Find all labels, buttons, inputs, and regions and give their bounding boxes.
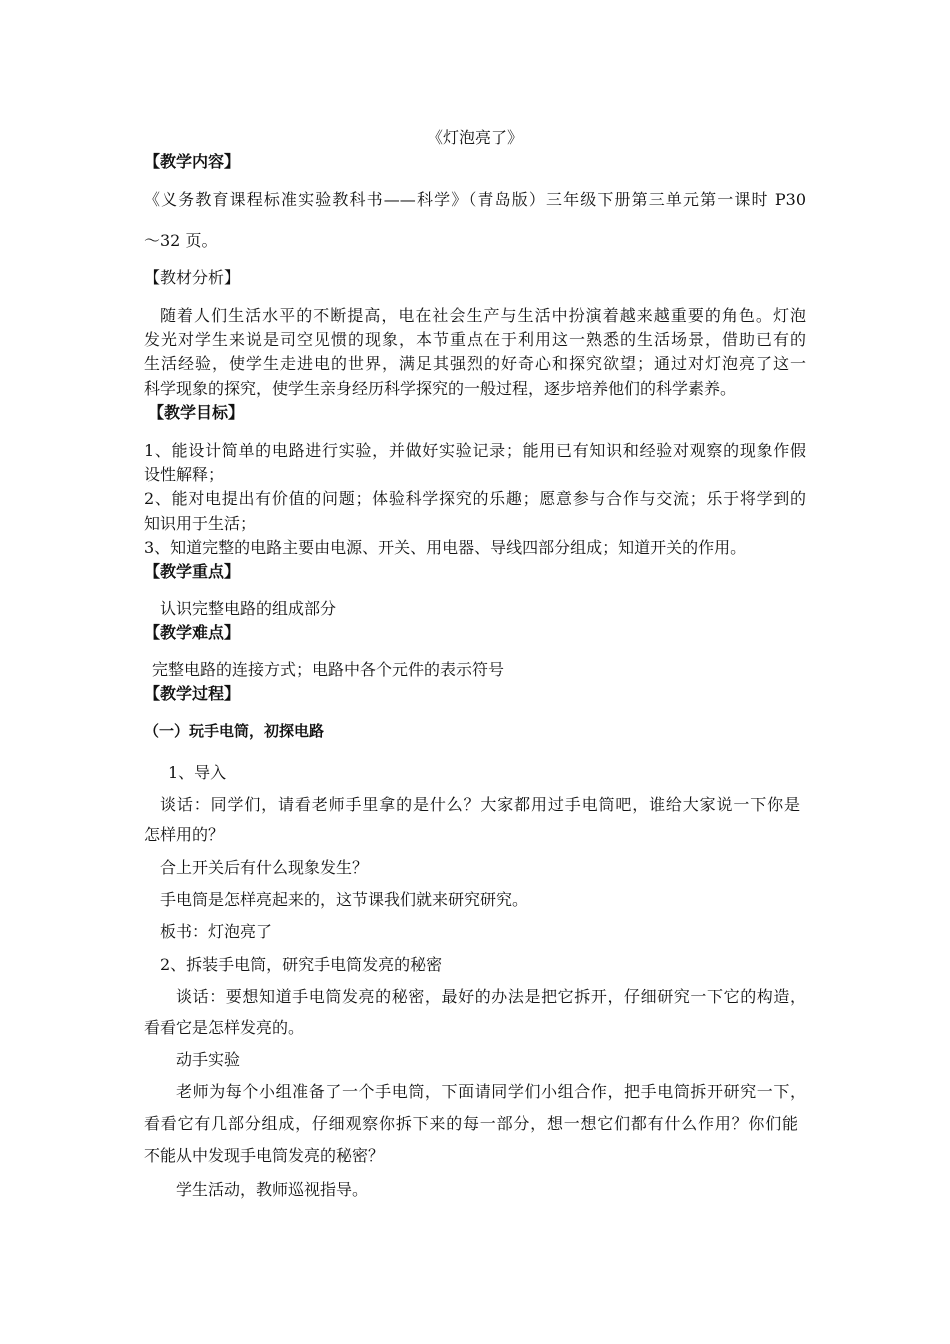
paragraph-line: 动手实验 [176,1050,241,1069]
heading-difficulties: 【教学难点】 [144,623,241,642]
paragraph-line: 认识完整电路的组成部分 [160,599,337,618]
section-heading: （一）玩手电筒，初探电路 [144,722,325,740]
paragraph-line: 怎样用的？ [144,825,225,844]
paragraph-line: 学生活动，教师巡视指导。 [176,1180,369,1199]
paragraph-line: 生活经验，使学生走进电的世界，满足其强烈的好奇心和探究欲望；通过对灯泡亮了这一 [144,354,806,373]
paragraph-line: 合上开关后有什么现象发生？ [160,858,369,877]
heading-teaching-content: 【教学内容】 [144,152,241,171]
heading-process: 【教学过程】 [144,684,241,703]
paragraph-line: 2、能对电提出有价值的问题；体验科学探究的乐趣；愿意参与合作与交流；乐于将学到的 [144,489,806,508]
paragraph-line: 谈话：同学们，请看老师手里拿的是什么？大家都用过手电筒吧，谁给大家说一下你是 [160,795,800,814]
paragraph-line: 不能从中发现手电筒发亮的秘密？ [144,1146,385,1165]
paragraph-line: 老师为每个小组准备了一个手电筒，下面请同学们小组合作，把手电筒拆开研究一下， [176,1082,806,1101]
paragraph-line: 完整电路的连接方式；电路中各个元件的表示符号 [152,660,505,679]
heading-key-points: 【教学重点】 [144,562,241,581]
paragraph-line: 3、知道完整的电路主要由电源、开关、用电器、导线四部分组成；知道开关的作用。 [144,538,747,557]
paragraph-line: 手电筒是怎样亮起来的，这节课我们就来研究研究。 [160,890,529,909]
paragraph-line: 《义务教育课程标准实验教科书——科学》（青岛版）三年级下册第三单元第一课时 P30 [144,190,806,209]
paragraph-line: 看看它是怎样发亮的。 [144,1018,305,1037]
paragraph-line: 2、拆装手电筒，研究手电筒发亮的秘密 [160,955,443,974]
paragraph-line: 谈话：要想知道手电筒发亮的秘密，最好的办法是把它拆开，仔细研究一下它的构造， [176,987,806,1006]
paragraph-line: 设性解释； [144,465,225,484]
paragraph-line: ～32 页。 [144,231,218,250]
heading-teaching-goals: 【教学目标】 [148,403,245,422]
paragraph-line: 板书：灯泡亮了 [160,922,273,941]
document-title: 《灯泡亮了》 [426,128,523,147]
paragraph-line: 看看它有几部分组成，仔细观察你拆下来的每一部分，想一想它们都有什么作用？你们能 [144,1114,798,1133]
paragraph-line: 知识用于生活； [144,514,257,533]
paragraph-line: 随着人们生活水平的不断提高，电在社会生产与生活中扮演着越来越重要的角色。灯泡 [160,306,806,325]
paragraph-line: 科学现象的探究，使学生亲身经历科学探究的一般过程，逐步培养他们的科学素养。 [144,379,737,398]
paragraph-line: 1、能设计简单的电路进行实验，并做好实验记录；能用已有知识和经验对观察的现象作假 [144,441,806,460]
paragraph-line: 发光对学生来说是司空见惯的现象，本节重点在于利用这一熟悉的生活场景，借助已有的 [144,330,806,349]
paragraph-line: 1、导入 [168,763,227,782]
heading-material-analysis: 【教材分析】 [144,268,241,287]
